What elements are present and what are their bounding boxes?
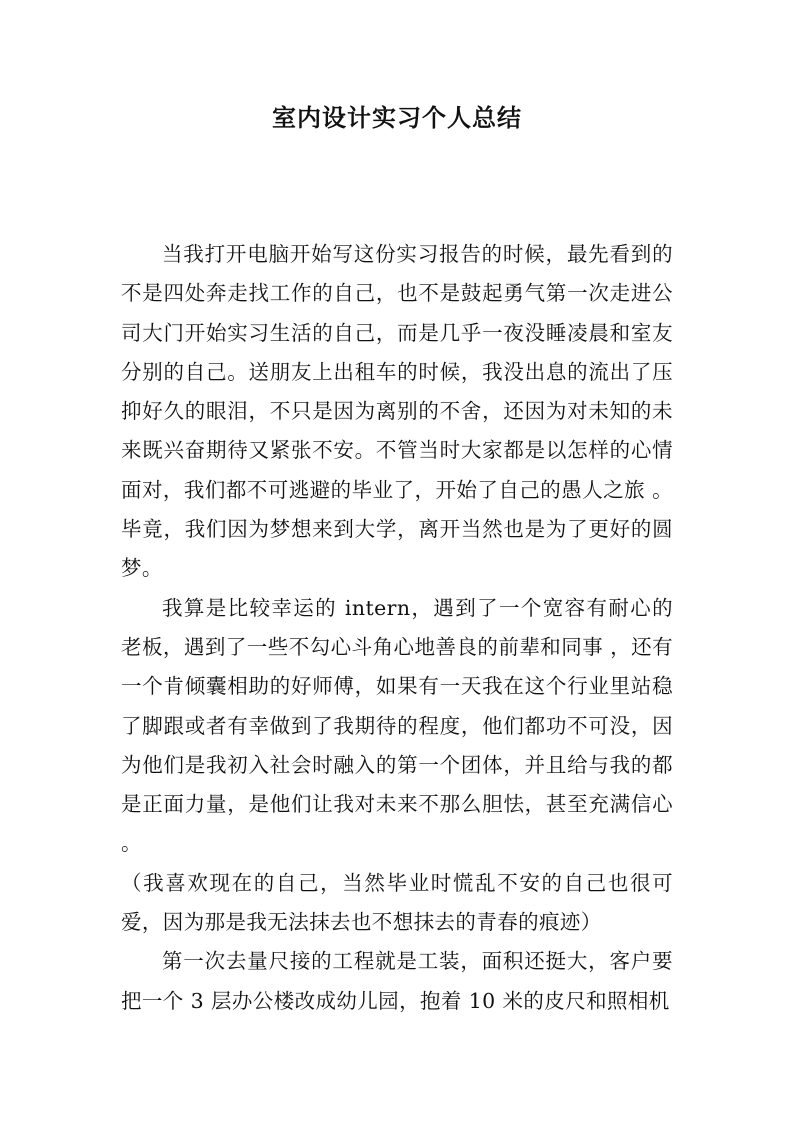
- paragraph: 第一次去量尺接的工程就是工装，面积还挺大，客户要把一个 3 层办公楼改成幼儿园，抱着 10 米的皮尺和照相机: [121, 949, 673, 1013]
- paragraph: 当我打开电脑开始写这份实习报告的时候，最先看到的不是四处奔走找工作的自己，也不是鼓起勇气第一次走进公司大门开始实习生活的自己，而是几乎一夜没睡凌晨和室友分别的自己。送朋友上出租车的时候，我没出息的流出了压抑好久的眼泪，不只是因为离别的不舍，还因为对未知的未来既兴奋期待又紧张不安。不管当时大家都是以怎样的心情面对，我们都不可逃避的毕业了，开始了自己的愚人之旅 。毕竟，我们因为梦想来到大学，离开当然也是为了更好的圆梦。: [121, 242, 673, 581]
- paragraph: （我喜欢现在的自己，当然毕业时慌乱不安的自己也很可爱，因为那是我无法抹去也不想抹去的青春的痕迹）: [121, 870, 673, 935]
- document-body: [121, 235, 673, 1021]
- paragraph: 我算是比较幸运的 intern，遇到了一个宽容有耐心的老板，遇到了一些不勾心斗角心地善良的前辈和同事 ，还有一个肯倾囊相助的好师傅，如果有一天我在这个行业里站稳了脚跟或者有幸做到了我期待的程度，他们都功不可没，因为他们是我初入社会时融入的第一个团体，并且给与我的都是正面力量，是他们让我对未来不那么胆怯，甚至充满信心 。: [121, 595, 673, 856]
- document-title: 室内设计实习个人总结: [272, 104, 522, 132]
